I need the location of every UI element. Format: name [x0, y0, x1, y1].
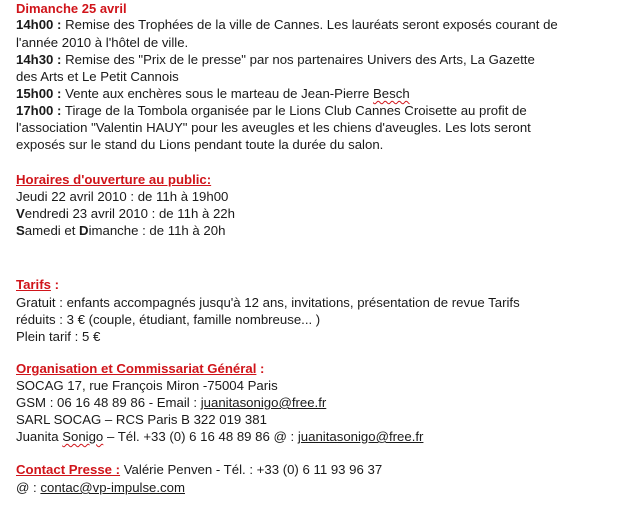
contact-tel: – Tél. +33 (0) 6 16 48 89 86 @ :: [103, 429, 298, 444]
email-link[interactable]: juanitasonigo@free.fr: [297, 429, 424, 444]
organisation-title: Organisation et Commissariat Général: [16, 361, 257, 376]
gsm-text: GSM : 06 16 48 89 86 - Email :: [16, 395, 201, 410]
heading-suffix: :: [50, 277, 59, 292]
program-item-2a: [16, 52, 535, 68]
contact-name: Juanita: [16, 429, 63, 444]
program-item-1a: [16, 17, 558, 33]
time-label: 15h00 :: [16, 86, 62, 101]
item-text: Remise des "Prix de le presse" par nos partenaires Univers des Arts, La Gazette: [61, 52, 535, 67]
program-item-4c: exposés sur le stand du Lions pendant toute la durée du salon.: [16, 137, 384, 152]
tarifs-title: Tarifs: [16, 277, 51, 292]
time-label: 17h00 :: [16, 103, 62, 118]
program-item-2b: des Arts et Le Petit Cannois: [16, 69, 179, 84]
press-email-line: [16, 480, 185, 496]
item-text: Remise des Trophées de la ville de Cannes. Les lauréats seront exposés courant de: [61, 17, 558, 32]
initial-letter: D: [79, 223, 89, 238]
press-text: Valérie Penven - Tél. : +33 (0) 6 11 93 96 37: [120, 462, 383, 477]
tarifs-line-1: Gratuit : enfants accompagnés jusqu'à 12 ans, invitations, présentation de revue Tarifs: [16, 295, 520, 310]
organisation-sarl: SARL SOCAG – RCS Paris B 322 019 381: [16, 412, 267, 427]
press-email-link[interactable]: contac@vp-impulse.com: [40, 480, 185, 495]
misspelled-word: Sonigo: [62, 429, 104, 444]
hours-line-1: Jeudi 22 avril 2010 : de 11h à 19h00: [16, 189, 229, 204]
day-title: Dimanche 25 avril: [16, 1, 127, 16]
email-link[interactable]: juanitasonigo@free.fr: [200, 395, 327, 410]
program-item-4a: [16, 103, 527, 119]
program-item-1b: l'année 2010 à l'hôtel de ville.: [16, 35, 189, 50]
time-label: 14h00 :: [16, 17, 62, 32]
organisation-contact: [16, 429, 423, 445]
press-contact: [16, 462, 382, 478]
tarifs-line-2: réduits : 3 € (couple, étudiant, famille nombreuse... ): [16, 312, 321, 327]
press-heading: Contact Presse :: [16, 462, 121, 477]
hours-heading: Horaires d'ouverture au public:: [16, 172, 212, 187]
item-text: Tirage de la Tombola organisée par le Lions Club Cannes Croisette au profit de: [61, 103, 527, 118]
program-item-4b: l'association "Valentin HAUY" pour les aveugles et les chiens d'aveugles. Les lots seront: [16, 120, 531, 135]
organisation-gsm: [16, 395, 326, 411]
organisation-heading: [16, 361, 264, 377]
tarifs-heading: [16, 277, 59, 293]
initial-letter: S: [16, 223, 25, 238]
program-item-3: [16, 86, 410, 102]
initial-letter: V: [16, 206, 25, 221]
hours-line-3: [16, 223, 225, 239]
time-label: 14h30 :: [16, 52, 62, 67]
organisation-address: SOCAG 17, rue François Miron -75004 Paris: [16, 378, 278, 393]
at-label: @ :: [16, 480, 41, 495]
tarifs-line-3: Plein tarif : 5 €: [16, 329, 101, 344]
misspelled-word: Besch: [373, 86, 410, 101]
heading-suffix: :: [256, 361, 265, 376]
hours-text: imanche : de 11h à 20h: [88, 223, 226, 238]
hours-text: amedi et: [24, 223, 80, 238]
hours-line-2: [16, 206, 235, 222]
hours-text: endredi 23 avril 2010 : de 11h à 22h: [24, 206, 235, 221]
item-text: Vente aux enchères sous le marteau de Jean-Pierre: [61, 86, 374, 101]
